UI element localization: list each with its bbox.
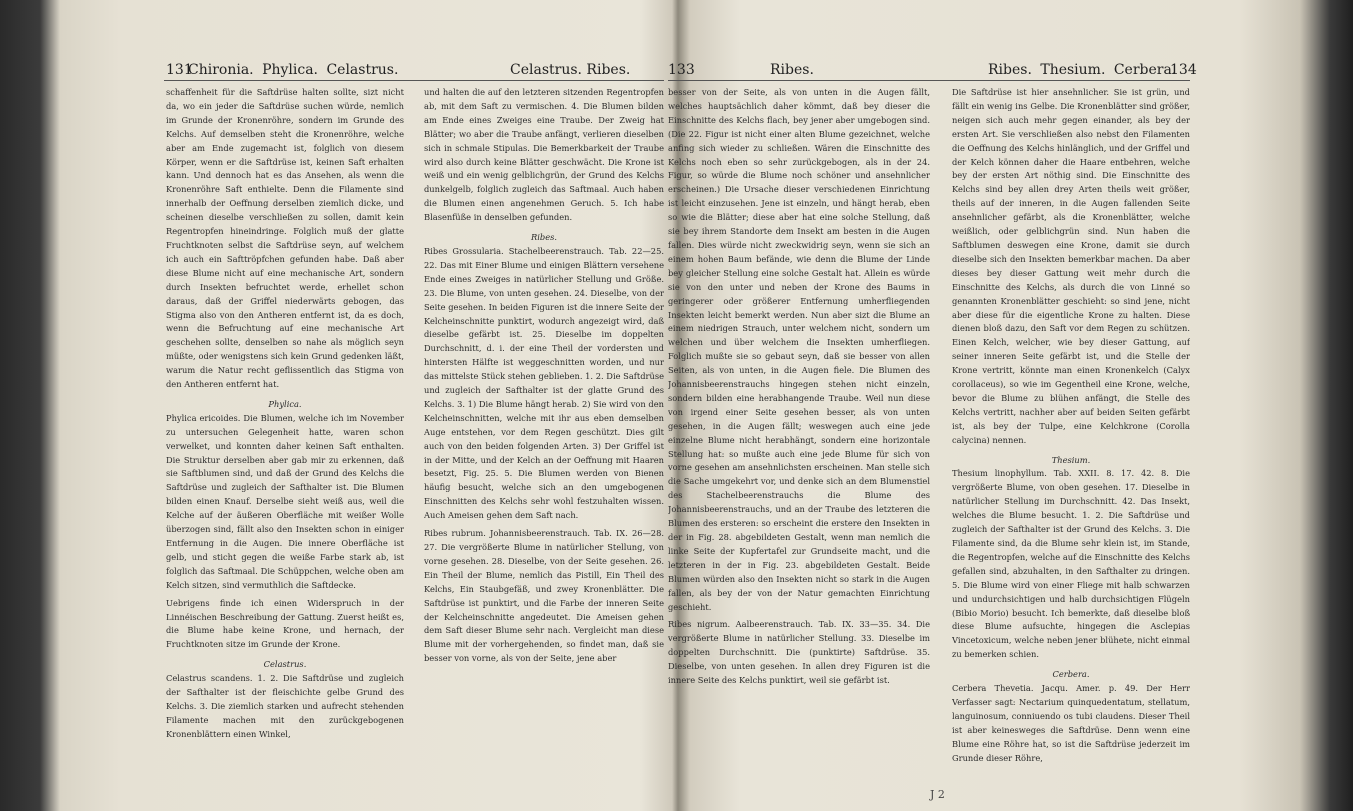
- section-heading: Phylica.: [268, 398, 302, 409]
- right-running-head: Ribes. Thesium. Cerbera.: [988, 62, 1177, 78]
- paragraph: Ribes Grossularia. Stachelbeerenstrauch. Tab. 22—25. 22. Das mit Einer Blume und einigen Blättern versehene Ende eines Zweiges in natürlicher Stellung und Größe. 23. Die Blume, von unten gesehen. 24. Dieselbe, von der Seite gesehen. In beiden Figuren ist die innere Seite der Kelcheinschnitte punktirt, wodurch angezeigt wird, daß dieselbe gefärbt ist. 25. Dieselbe im doppelten Durchschnitt, d. i. der eine Theil der vordersten und hintersten Hälfte ist weggeschnitten worden, und nur das mittelste Stück stehen geblieben. 1. 2. Die Saftdrüse und zugleich der Safthalter ist der glatte Grund des Kelchs. 3. 1) Die Blume hängt herab. 2) Sie wird von den Kelcheinschnitten, welche mit ihr aus eben demselben Auge entstehen, vor dem Regen geschützt. Dies gilt auch von den beiden folgenden Arten. 3) Der Griffel ist in der Mitte, und der Kelch an der Oeffnung mit Haaren besetzt, Fig. 25. 5. Die Blumen werden von Bienen häufig besucht, welche sich an den umgebogenen Einschnitten des Kelchs sehr wohl festzuhalten wissen. Auch Ameisen gehen dem Saft nach.: [424, 245, 664, 521]
- paragraph: schaffenheit für die Saftdrüse halten sollte, sizt nicht da, wo ein jeder die Saftdrüse suchen würde, nemlich im Grunde der Kronenröhre, sondern im Grunde des Kelchs. Auf demselben steht die Kronenröhre, welche aber am Ende zugemacht ist, folglich von diesem Körper, wenn er die Saftdrüse ist, keinen Saft erhalten kann. Und dennoch hat es das Ansehen, als wenn die Kronenröhre Saft enthielte. Denn die Filamente sind innerhalb der Oeffnung derselben ziemlich dicke, und scheinen dieselbe verschließen zu sollen, damit kein Regentropfen hineindringe. Folglich muß der glatte Fruchtknoten selbst die Saftdrüse seyn, auf welchem ich auch ein Safttröpfchen gefunden habe. Daß aber diese Blume nicht auf eine mechanische Art, sondern durch Insekten befruchtet werde, erhellet schon daraus, daß der Griffel niederwärts gebogen, das Stigma also von den Antheren entfernt ist, da es doch, wenn die Befruchtung auf eine mechanische Art geschehen sollte, denselben so nahe als möglich seyn müßte, oder wenigstens sich kein Grund gedenken läßt, warum die Natur recht geflissentlich das Stigma von den Antheren entfernt hat.: [166, 87, 404, 390]
- right-page-number-small: 133: [668, 62, 695, 78]
- section-heading: Celastrus.: [263, 659, 307, 670]
- right-header-rule: [668, 80, 1190, 81]
- right-column-1: [668, 86, 930, 786]
- section-heading: Ribes.: [530, 232, 558, 243]
- paragraph: besser von der Seite, als von unten in die Augen fällt, welches hauptsächlich daher kömmt, daß bey dieser die Einschnitte des Kelchs flach, bey jener aber umgebogen sind. (Die 22. Figur ist nicht einer alten Blume gezeichnet, welche anfing sich wieder zu schließen. Wären die Einschnitte des Kelchs noch eben so sehr zurückgebogen, als in der 24. Figur, so würde die Blume noch schöner und ansehnlicher erscheinen.) Die Ursache dieser verschiedenen Einrichtung ist leicht einzusehen. Jene ist einzeln, und hängt herab, eben so wie die Blätter; diese aber hat eine solche Stellung, daß sie bey ihrem Standorte dem Insekt am besten in die Augen fallen. Dies würde nicht zweckwidrig seyn, wenn sie sich an einem hohen Baum befände, wie denn die Blume der Linde bey gleicher Stellung eine solche Gestalt hat. Allein es würde sie von den unter und neben der Krone des Baums in geringerer oder größerer Entfernung umherfliegenden Insekten leicht bemerkt werden. Nun aber sizt die Blume an einem niedrigen Strauch, unter welchem nicht, sondern um welchen und über welchem die Insekten umherfliegen. Folglich mußte sie so gebaut seyn, daß sie besser von allen Seiten, als von unten, in die Augen fiele. Die Blumen des Johannisbeerenstrauchs hingegen stehen nicht einzeln, sondern bilden eine herabhangende Traube. Weil nun diese von irgend einer Seite gesehen besser, als von unten gesehen, in die Augen fällt; weswegen auch eine jede einzelne Blume nicht herabhängt, sondern eine horizontale Stellung hat: so mußte auch eine jede Blume für sich von vorne gesehen am ansehnlichsten erscheinen. Man stelle sich die Sache umgekehrt vor, und denke sich an dem Blumenstiel des Stachelbeerenstrauchs die Blume des Johannisbeerenstrauchs, und an der Traube des letzteren die Blumen des ersteren: so erscheint die erstere den Insekten in der in Fig. 28. abgebildeten Gestalt, wenn man nemlich die linke Seite der Kupfertafel zur Grundseite macht, und die letzteren in der in Fig. 23. abgebildeten Gestalt. Beide Blumen würden also den Insekten nicht so stark in die Augen fallen, als bey der von der Natur gemachten Einrichtung geschieht.: [668, 87, 930, 612]
- signature-mark: J 2: [930, 788, 945, 801]
- section-heading: Cerbera.: [1052, 669, 1090, 680]
- right-column-2: [952, 86, 1190, 786]
- section-heading: Thesium.: [1051, 454, 1091, 465]
- paragraph: Uebrigens finde ich einen Widerspruch in der Linnéischen Beschreibung der Gattung. Zuerst heißt es, die Blume habe keine Krone, und hernach, der Fruchtknoten sitze im Grunde der Krone.: [166, 597, 404, 650]
- paragraph: Celastrus scandens. 1. 2. Die Saftdrüse und zugleich der Safthalter ist der fleischichte gelbe Grund des Kelchs. 3. Die ziemlich starken und aufrecht stehenden Filamente machen mit den zurückgebogenen Kronenblättern einen Winkel,: [166, 673, 404, 739]
- left-column-2: [424, 86, 664, 786]
- left-right-running-head: Celastrus. Ribes.: [510, 62, 631, 78]
- paragraph: Thesium linophyllum. Tab. XXII. 8. 17. 42. 8. Die vergrößerte Blume, von oben gesehen. 17. Dieselbe in natürlicher Stellung im Durchschnitt. 42. Das Insekt, welches die Blume besucht. 1. 2. Die Saftdrüse und zugleich der Safthalter ist der Grund des Kelchs. 3. Die Filamente sind, da die Blume sehr klein ist, im Stande, die Regentropfen, welche auf die Einschnitte des Kelchs gefallen sind, abzuhalten, in den Safthalter zu dringen. 5. Die Blume wird von einer Fliege mit halb schwarzen und undurchsichtigen und halb durchsichtigen Flügeln (Bibio Morio) besucht. Ich bemerkte, daß dieselbe bloß diese Blume aufsuchte, hingegen die Asclepias Vincetoxicum, welche neben jener blühete, nicht einmal zu bemerken schien.: [952, 468, 1190, 660]
- paragraph: Ribes nigrum. Aalbeerenstrauch. Tab. IX. 33—35. 34. Die vergrößerte Blume in natürlicher Stellung. 33. Dieselbe im doppelten Durchschnitt. Die (punktirte) Saftdrüse. 35. Dieselbe, von unten gesehen. In allen drey Figuren ist die innere Seite des Kelchs punktirt, weil sie gefärbt ist.: [668, 619, 930, 686]
- left-column-1: [166, 86, 404, 786]
- paragraph: und halten die auf den letzteren sitzenden Regentropfen ab, mit dem Saft zu vermischen. 4. Die Blumen bilden am Ende eines Zweiges eine Traube. Der Zweig hat Blätter; wo aber die Traube anfängt, verlieren dieselben sich in schmale Stipulas. Die Bemerkbarkeit der Traube wird also durch keine Blätter geschwächt. Die Krone ist weiß und ein wenig gelblichgrün, der Grund des Kelchs dunkelgelb, folglich zugleich das Saftmaal. Auch haben die Blumen einen angenehmen Geruch. 5. Ich habe Blasenfüße in denselben gefunden.: [424, 87, 664, 223]
- paragraph: Ribes rubrum. Johannisbeerenstrauch. Tab. IX. 26—28. 27. Die vergrößerte Blume in natürlicher Stellung, von vorne gesehen. 28. Dieselbe, von der Seite gesehen. 26. Ein Theil der Blume, nemlich das Pistill, Ein Theil des Kelchs, Ein Staubgefäß, und zwey Kronenblätter. Die Saftdrüse ist punktirt, und die Farbe der inneren Seite der Kelcheinschnitte angedeutet. Die Ameisen gehen dem Saft dieser Blume sehr nach. Vergleicht man diese Blume mit der vorhergehenden, so findet man, daß sie besser von vorne, als von der Seite, jene aber: [424, 528, 664, 664]
- paragraph: Cerbera Thevetia. Jacqu. Amer. p. 49. Der Herr Verfasser sagt: Nectarium quinquedentatum, stellatum, languinosum, conniuendo os tubi claudens. Dieser Theil ist aber keinesweges die Saftdrüse. Denn wenn eine Blume eine Röhre hat, so ist die Saftdrüse jederzeit im Grunde dieser Röhre,: [952, 683, 1190, 763]
- left-page-number: 131: [166, 62, 193, 78]
- right-left-running-head: Ribes.: [770, 62, 814, 78]
- paragraph: Die Saftdrüse ist hier ansehnlicher. Sie ist grün, und fällt ein wenig ins Gelbe. Die Kronenblätter sind größer, neigen sich auch mehr gegen einander, als bey der ersten Art. Sie verschließen also nebst den Filamenten die Oeffnung des Kelchs hinlänglich, und der Griffel und der Kelch können daher die Haare entbehren, welche bey der ersten Art nöthig sind. Die Einschnitte des Kelchs sind bey allen drey Arten theils weit größer, theils auf der inneren, in die Augen fallenden Seite ansehnlicher gefärbt, als die Kronenblätter, welche weißlich, oder gelblichgrün sind. Nun haben die Saftblumen deswegen eine Krone, damit sie durch dieselbe sich den Insekten bemerkbar machen. Da aber dieses bey dieser Gattung weit mehr durch die Einschnitte des Kelchs, als durch die von Linné so genannten Kronenblätter geschieht: so sind jene, nicht aber diese für die eigentliche Krone zu halten. Diese dienen bloß dazu, den Saft vor dem Regen zu schützen. Einen Kelch, welcher, wie bey dieser Gattung, auf seiner inneren Seite gefärbt ist, und die Stelle der Krone vertritt, könnte man einen Kronenkelch (Calyx corollaceus), so wie im Gegentheil eine Krone, welche, bevor die Blume zu blühen anfängt, die Stelle des Kelchs vertritt, nachher aber auf beiden Seiten gefärbt ist, als bey der Tulpe, eine Kelchkrone (Corolla calycina) nennen.: [952, 87, 1190, 445]
- left-running-head: Chironia. Phylica. Celastrus.: [188, 62, 399, 78]
- right-page-number: 134: [1170, 62, 1197, 78]
- paragraph: Phylica ericoides. Die Blumen, welche ich im November zu untersuchen Gelegenheit hatte, waren schon verwelket, und konnten daher keinen Saft enthalten. Die Struktur derselben aber gab mir zu erkennen, daß sie Saftblumen sind, und daß der Grund des Kelchs die Saftdrüse und zugleich der Safthalter ist. Die Blumen bilden einen Knauf. Derselbe sieht weiß aus, weil die Kelche auf der äußeren Oberfläche mit weißer Wolle überzogen sind, fällt also den Insekten schon in einiger Entfernung in die Augen. Die innere Oberfläche ist gelb, und sticht gegen die weiße Farbe stark ab, ist folglich das Saftmaal. Die Schüppchen, welche oben am Kelch sitzen, sind vermuthlich die Saftdecke.: [166, 412, 404, 590]
- left-header-rule: [164, 80, 664, 81]
